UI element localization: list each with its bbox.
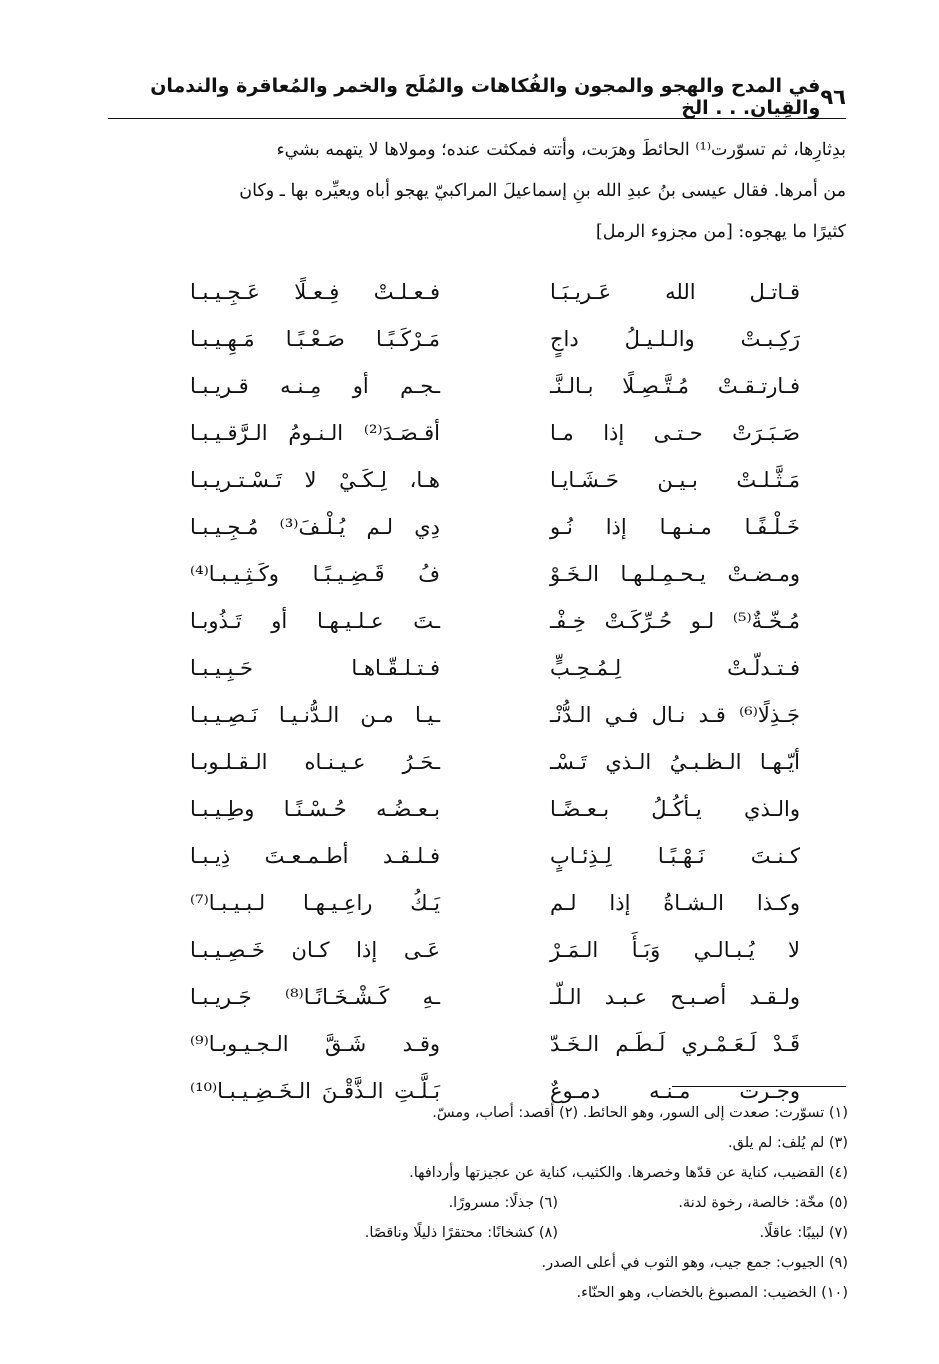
verse-first-hemistich: مُـخّـةٌ⁽⁵⁾ لـو حُـرِّكَـتْ خِـفْـ [550, 608, 800, 633]
verse [160, 926, 800, 973]
verse-second-hemistich: بـعـضُـه حُـسْـنًـا وطِـيـبـا [190, 796, 440, 821]
verse-first-hemistich: فـارتـقـتْ مُـتَّـصِـلًا بـالـنَّـ [550, 373, 800, 398]
verse [160, 973, 800, 1020]
running-title: في المدح والهجو والمجون والفُكاهات والمُلَح والخمر والمُعاقرة والندمان والقِيان. . . الخ [150, 75, 821, 119]
verse [160, 644, 800, 691]
verse [160, 315, 800, 362]
verse-first-hemistich: مَـثَّـلـتْ بـيـن حَـشَـايـا [550, 467, 800, 492]
prose-block [106, 130, 846, 253]
footnote: (٩) الجيوب: جمع جيب، وهو الثوب في أعلى الصدر. [541, 1255, 848, 1271]
verse-second-hemistich: يَـكُ راعِـيـهـا لـبـيـبـا⁽⁷⁾ [190, 890, 440, 915]
footnote: (١٠) الخضيب: المصبوغ بالخضاب، وهو الحنّاء. [576, 1285, 848, 1301]
page-number: ٩٦ [820, 85, 846, 109]
page-header [108, 75, 846, 119]
verse-first-hemistich: صَـبَـرَتْ حـتـى إذا مـا [550, 420, 800, 445]
verse-first-hemistich: خَـلْـفًـا مـنـهـا إذا نُـو [550, 514, 800, 539]
footnote: (٥) مخّة: خالصة، رخوة لدنة. [678, 1195, 848, 1211]
verse [160, 550, 800, 597]
prose-line: بدِثارِها، ثم تسوّرت⁽¹⁾ الحائطَ وهرَبت، وأتته فمكثت عنده؛ ومولاها لا يتهمه بشيء [276, 140, 846, 160]
verse-first-hemistich: ومـضـتْ يـحـمِـلـهـا الـخَـوْ [550, 561, 800, 586]
verse-first-hemistich: وجـرت مـنـه دمـوعٌ [550, 1078, 800, 1103]
verse-second-hemistich: مَـرْكَـبًـا صَـعْـبًـا مَـهِـيـبـا [190, 326, 440, 351]
footnote-line [108, 1188, 848, 1218]
verse-first-hemistich: قَـدْ لَـعَـمْـري لَـطَـم الـخَـدّ [550, 1031, 800, 1056]
verse [160, 362, 800, 409]
poem [160, 268, 800, 1114]
verse-second-hemistich: وقـد شَـقَّ الـجـيـوبـا⁽⁹⁾ [190, 1031, 440, 1056]
verse-second-hemistich: هـا، لِـكَـيْ لا تَـسْـتـريـبـا [190, 467, 440, 492]
verse-first-hemistich: قـاتـل الله عَـريـبَـا [550, 279, 800, 304]
verse [160, 503, 800, 550]
footnote: (٦) جذلًا: مسرورًا. [448, 1195, 558, 1211]
verse-second-hemistich: ـحَـرُ عـيـنـاه الـقـلـوبـا [190, 749, 440, 774]
verse [160, 738, 800, 785]
footnote-line [108, 1218, 848, 1248]
verse-second-hemistich: ـجـم أو مِـنـه قـريـبـا [190, 373, 440, 398]
verse-second-hemistich: فـلـقـد أطـمـعـتَ ذِيـبـا [190, 843, 440, 868]
verse-second-hemistich: عَـى إذا كـان خَـصِـيـبـا [190, 937, 440, 962]
verse-second-hemistich: بَـلَّـتِ الـذَّقْـنَ الـخَـضِـيـبـا⁽¹⁰⁾ [190, 1078, 440, 1103]
verse [160, 785, 800, 832]
prose-line: كثيرًا ما يهجوه: [من مجزوء الرمل] [595, 222, 846, 242]
footnote: (٧) لبيبًا: عاقلًا. [759, 1225, 848, 1241]
verse-second-hemistich: ـهِ كَـشْـخَـانًـا⁽⁸⁾ جَـريـبـا [190, 984, 440, 1009]
footnote: (٤) القضيب، كناية عن قدّها وخصرها. والكثيب، كناية عن عجيزتها وأردافها. [409, 1165, 848, 1181]
footnote-line [108, 1158, 848, 1188]
verse-second-hemistich: ـتَ عـلـيـهـا أو تَـذُوبـا [190, 608, 440, 633]
verse-first-hemistich: وكـذا الـشـاةُ إذا لـم [550, 890, 800, 915]
verse [160, 832, 800, 879]
verse-first-hemistich: جَـذِلًا⁽⁶⁾ قـد نـال فـي الـدُّنْـ [550, 702, 800, 727]
header-rule [108, 118, 846, 119]
verse-second-hemistich: فـتـلـقّـاهـا حَـبِـيـبـا [190, 655, 440, 680]
verse-second-hemistich: ـيـا مـن الـدُّنـيـا نَـصِـيـبـا [190, 702, 440, 727]
footnote-rule [672, 1086, 846, 1087]
verse-second-hemistich: فـعـلـتْ فِـعـلًا عَـجِـيـبـا [190, 279, 440, 304]
footnote: (٣) لم يُلف: لم يلق. [728, 1135, 848, 1151]
verse [160, 268, 800, 315]
footnote-line [108, 1128, 848, 1158]
verse-first-hemistich: لا يُـبـالـي وَبَـأَ الـمَـرْ [550, 937, 800, 962]
footnote-line [108, 1098, 848, 1128]
verse [160, 409, 800, 456]
footnote-line [108, 1248, 848, 1278]
verse-first-hemistich: أيّـهـا الـظـبـيُ الـذي تَـسْـ [550, 749, 800, 774]
verse-first-hemistich: فـتـدلّـتْ لِـمُـحِـبٍّ [550, 655, 800, 680]
prose-line: من أمرها. فقال عيسى بنُ عبدِ الله بنِ إسماعيلَ المراكبيّ يهجو أباه ويعيِّره بها ـ وكان [239, 181, 846, 201]
footnote: (١) تسوّرت: صعدت إلى السور، وهو الحائط. (٢) أقصد: أصاب، ومسّ. [432, 1105, 848, 1121]
verse [160, 1020, 800, 1067]
verse-first-hemistich: ولـقـد أصـبـح عـبـد الـلّـ [550, 984, 800, 1009]
verse-second-hemistich: أقـصَـدَ⁽²⁾ الـنـومُ الـرَّقـيـبـا [190, 420, 440, 445]
verse [160, 456, 800, 503]
verse-first-hemistich: رَكِـبـتْ والـلـيـلُ داجٍ [550, 326, 800, 351]
verse-second-hemistich: دِي لـم يُـلْـفَ⁽³⁾ مُـجِـيـبـا [190, 514, 440, 539]
verse [160, 691, 800, 738]
footnote: (٨) كشخانًا: محتقرًا ذليلًا وناقصًا. [364, 1225, 558, 1241]
verse-first-hemistich: والـذي يـأكُـلُ بـعـضًـا [550, 796, 800, 821]
footnote-line [108, 1278, 848, 1308]
footnotes [108, 1098, 848, 1308]
verse [160, 597, 800, 644]
verse-first-hemistich: كـنـتَ نَـهْـبًـا لِـذِئـابٍ [550, 843, 800, 868]
verse [160, 879, 800, 926]
verse-second-hemistich: فُ قَـضِـيـبًـا وكَـثِـيـبـا⁽⁴⁾ [190, 561, 440, 586]
